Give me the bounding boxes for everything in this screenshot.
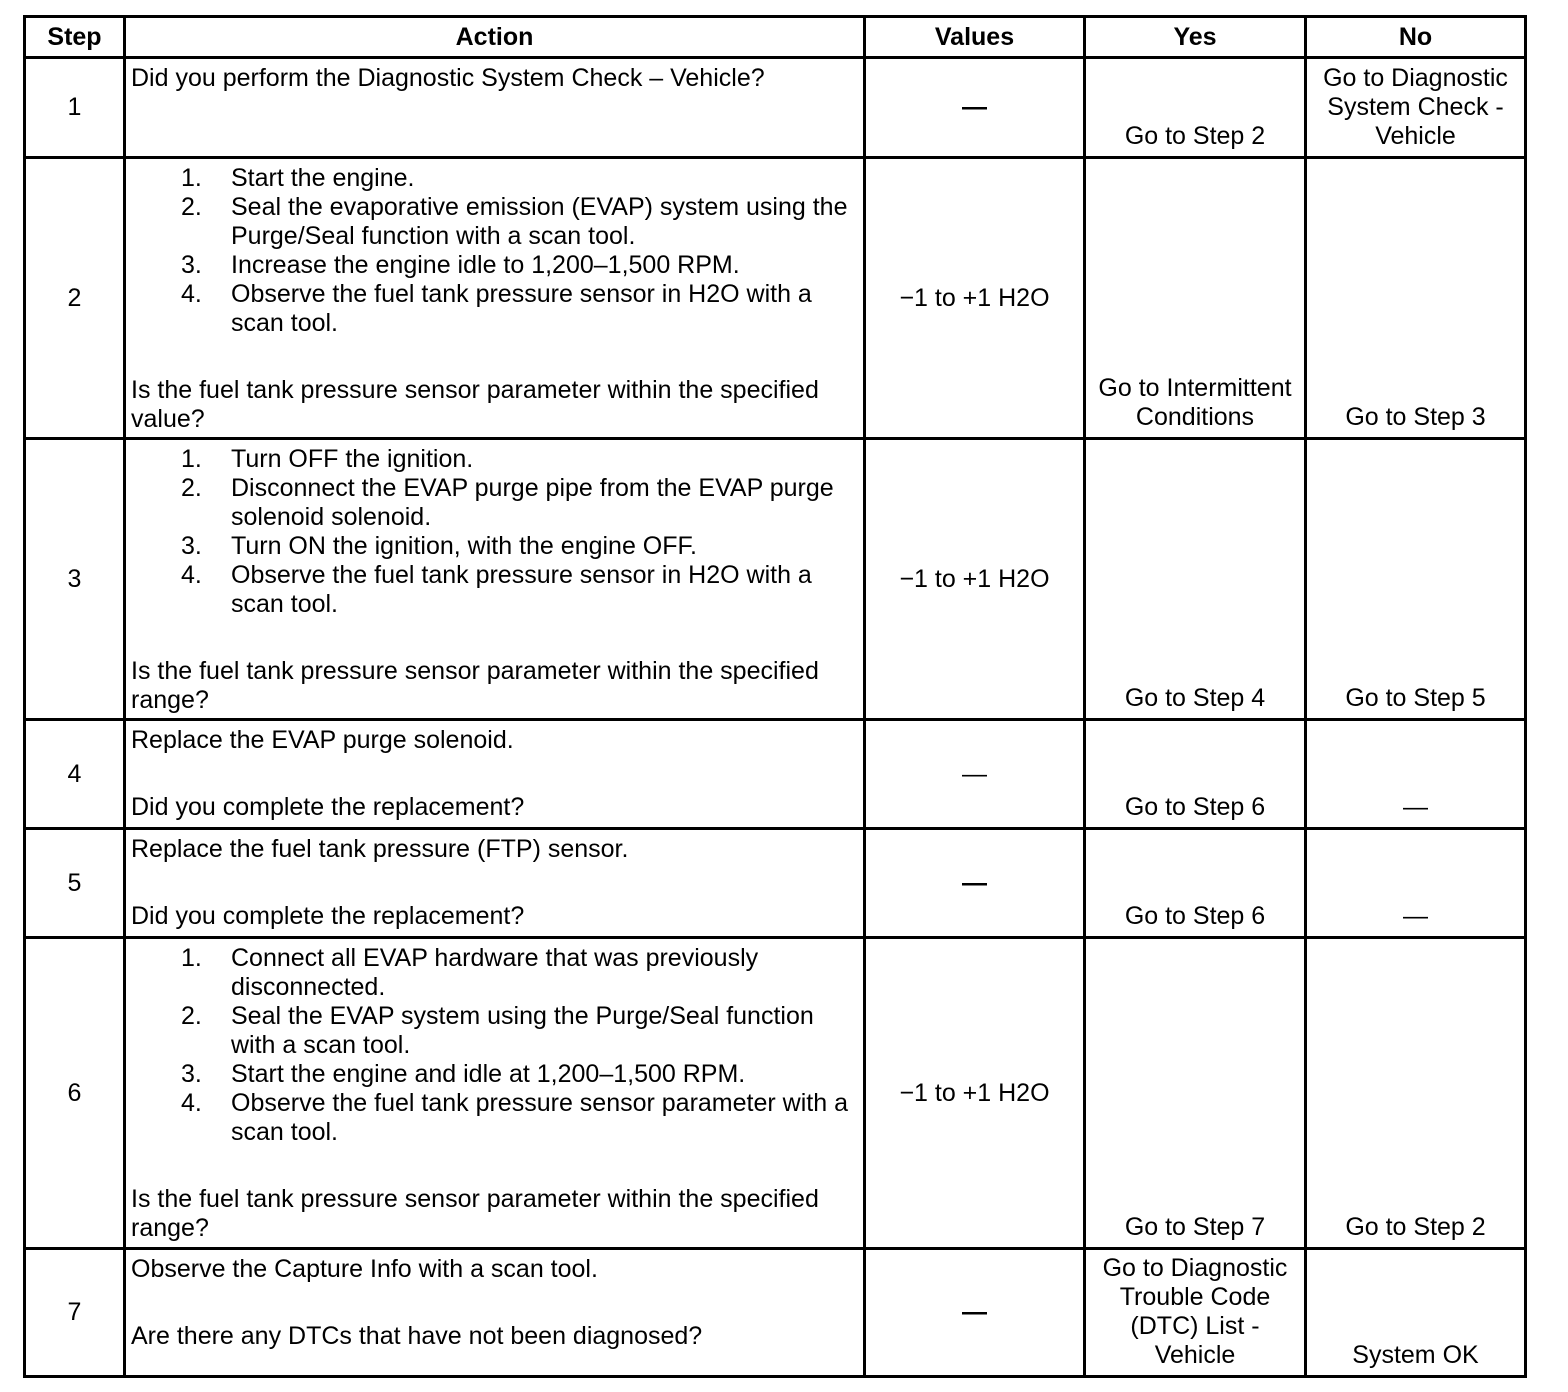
action-step-item: [131, 193, 858, 251]
action-step-text: Increase the engine idle to 1,200–1,500 RPM.: [231, 251, 740, 279]
action-step-item: [131, 280, 858, 338]
action-step-number: 4.: [181, 561, 202, 589]
action-step-text: Connect all EVAP hardware that was previously disconnected.: [231, 944, 759, 1001]
action-cell: [126, 939, 863, 1247]
header-yes: Yes: [1086, 18, 1304, 56]
no-cell: [1307, 59, 1524, 156]
diagnostic-table: [23, 15, 1527, 1378]
step-cell: [26, 721, 123, 827]
action-step-text: Turn ON the ignition, with the engine OFF.: [231, 532, 697, 560]
values-cell: [866, 59, 1083, 156]
action-step-number: 3.: [181, 1060, 202, 1088]
action-step-text: Observe the fuel tank pressure sensor parameter with a scan tool.: [231, 1089, 848, 1146]
action-step-item: [131, 164, 858, 193]
no-text: —: [1403, 902, 1428, 930]
action-step-number: 1.: [181, 445, 202, 473]
step-cell: [26, 939, 123, 1247]
action-step-text: Disconnect the EVAP purge pipe from the EVAP purge solenoid solenoid.: [231, 474, 834, 531]
yes-cell: [1086, 1250, 1304, 1375]
step-cell: [26, 59, 123, 156]
action-step-number: 1.: [181, 944, 202, 972]
step-number: 5: [67, 868, 82, 897]
action-step-number: 2.: [181, 1002, 202, 1030]
step-number: 7: [67, 1298, 82, 1326]
yes-text: Go to Intermittent Conditions: [1098, 374, 1292, 431]
step-number: 3: [67, 564, 82, 593]
action-cell: [126, 830, 863, 936]
action-question: Is the fuel tank pressure sensor parameter within the specified range?: [131, 657, 819, 714]
values-cell: [866, 159, 1083, 437]
header-no: No: [1307, 18, 1524, 56]
action-cell: [126, 159, 863, 437]
action-question: Did you complete the replacement?: [131, 902, 525, 930]
step-number: 6: [67, 1078, 82, 1107]
action-step-number: 2.: [181, 474, 202, 502]
step-cell: [26, 1250, 123, 1375]
yes-text: Go to Step 4: [1124, 684, 1266, 712]
step-number: 1: [67, 93, 82, 121]
yes-cell: [1086, 721, 1304, 827]
no-cell: [1307, 939, 1524, 1247]
no-cell: [1307, 1250, 1524, 1375]
action-step-item: [131, 561, 858, 619]
action-intro: Observe the Capture Info with a scan tool.: [131, 1255, 598, 1283]
action-step-item: [131, 474, 858, 532]
yes-cell: [1086, 830, 1304, 936]
no-text: Go to Diagnostic System Check - Vehicle: [1323, 64, 1508, 150]
action-intro: Did you perform the Diagnostic System Check – Vehicle?: [131, 64, 765, 92]
value-text: —: [962, 759, 987, 788]
action-step-item: [131, 251, 858, 280]
values-cell: [866, 830, 1083, 936]
header-step: Step: [26, 18, 123, 56]
step-cell: [26, 440, 123, 718]
step-cell: [26, 830, 123, 936]
action-question: Is the fuel tank pressure sensor parameter within the specified range?: [131, 1185, 819, 1242]
action-step-text: Start the engine and idle at 1,200–1,500 RPM.: [231, 1060, 746, 1088]
action-step-text: Observe the fuel tank pressure sensor in H2O with a scan tool.: [231, 280, 812, 337]
action-question: Is the fuel tank pressure sensor parameter within the specified value?: [131, 376, 819, 433]
yes-text: Go to Diagnostic Trouble Code (DTC) List - Vehicle: [1102, 1254, 1288, 1369]
value-text: −1 to +1 H2O: [899, 564, 1050, 593]
action-step-item: [131, 944, 858, 1002]
no-cell: [1307, 440, 1524, 718]
yes-text: Go to Step 7: [1124, 1213, 1266, 1241]
header-values: Values: [866, 18, 1083, 56]
action-intro: Replace the EVAP purge solenoid.: [131, 726, 514, 754]
no-text: Go to Step 2: [1345, 1213, 1486, 1241]
no-cell: [1307, 830, 1524, 936]
no-text: Go to Step 5: [1345, 684, 1486, 712]
value-text: —: [962, 1298, 987, 1326]
yes-cell: [1086, 440, 1304, 718]
yes-cell: [1086, 159, 1304, 437]
action-step-number: 4.: [181, 280, 202, 308]
action-step-number: 1.: [181, 164, 202, 192]
action-step-text: Turn OFF the ignition.: [231, 445, 474, 473]
values-cell: [866, 1250, 1083, 1375]
action-step-item: [131, 1089, 858, 1147]
action-cell: [126, 721, 863, 827]
action-question: Did you complete the replacement?: [131, 793, 525, 821]
no-text: Go to Step 3: [1345, 403, 1486, 431]
action-step-text: Seal the EVAP system using the Purge/Seal function with a scan tool.: [231, 1002, 814, 1059]
value-text: −1 to +1 H2O: [899, 1078, 1050, 1107]
action-step-item: [131, 445, 858, 474]
action-intro: Replace the fuel tank pressure (FTP) sensor.: [131, 835, 629, 863]
values-cell: [866, 721, 1083, 827]
value-text: —: [962, 93, 987, 121]
step-number: 4: [67, 759, 82, 788]
action-step-text: Observe the fuel tank pressure sensor in H2O with a scan tool.: [231, 561, 812, 618]
header-action: Action: [126, 18, 863, 56]
action-step-text: Start the engine.: [231, 164, 415, 192]
no-cell: [1307, 721, 1524, 827]
yes-cell: [1086, 939, 1304, 1247]
yes-text: Go to Step 2: [1124, 122, 1266, 150]
action-step-text: Seal the evaporative emission (EVAP) system using the Purge/Seal function with a scan tool.: [231, 193, 848, 250]
yes-text: Go to Step 6: [1124, 793, 1266, 821]
step-number: 2: [67, 283, 82, 312]
values-cell: [866, 939, 1083, 1247]
action-step-item: [131, 1002, 858, 1060]
yes-text: Go to Step 6: [1124, 902, 1266, 930]
action-step-number: 3.: [181, 251, 202, 279]
action-step-number: 4.: [181, 1089, 202, 1117]
step-cell: [26, 159, 123, 437]
action-cell: [126, 1250, 863, 1375]
action-cell: [126, 59, 863, 156]
no-text: —: [1403, 793, 1428, 821]
action-cell: [126, 440, 863, 718]
values-cell: [866, 440, 1083, 718]
action-step-number: 2.: [181, 193, 202, 221]
action-step-item: [131, 532, 858, 561]
yes-cell: [1086, 59, 1304, 156]
no-cell: [1307, 159, 1524, 437]
no-text: System OK: [1352, 1341, 1479, 1369]
action-step-item: [131, 1060, 858, 1089]
value-text: —: [962, 868, 987, 897]
action-step-number: 3.: [181, 532, 202, 560]
value-text: −1 to +1 H2O: [899, 283, 1050, 312]
action-question: Are there any DTCs that have not been diagnosed?: [131, 1322, 703, 1350]
